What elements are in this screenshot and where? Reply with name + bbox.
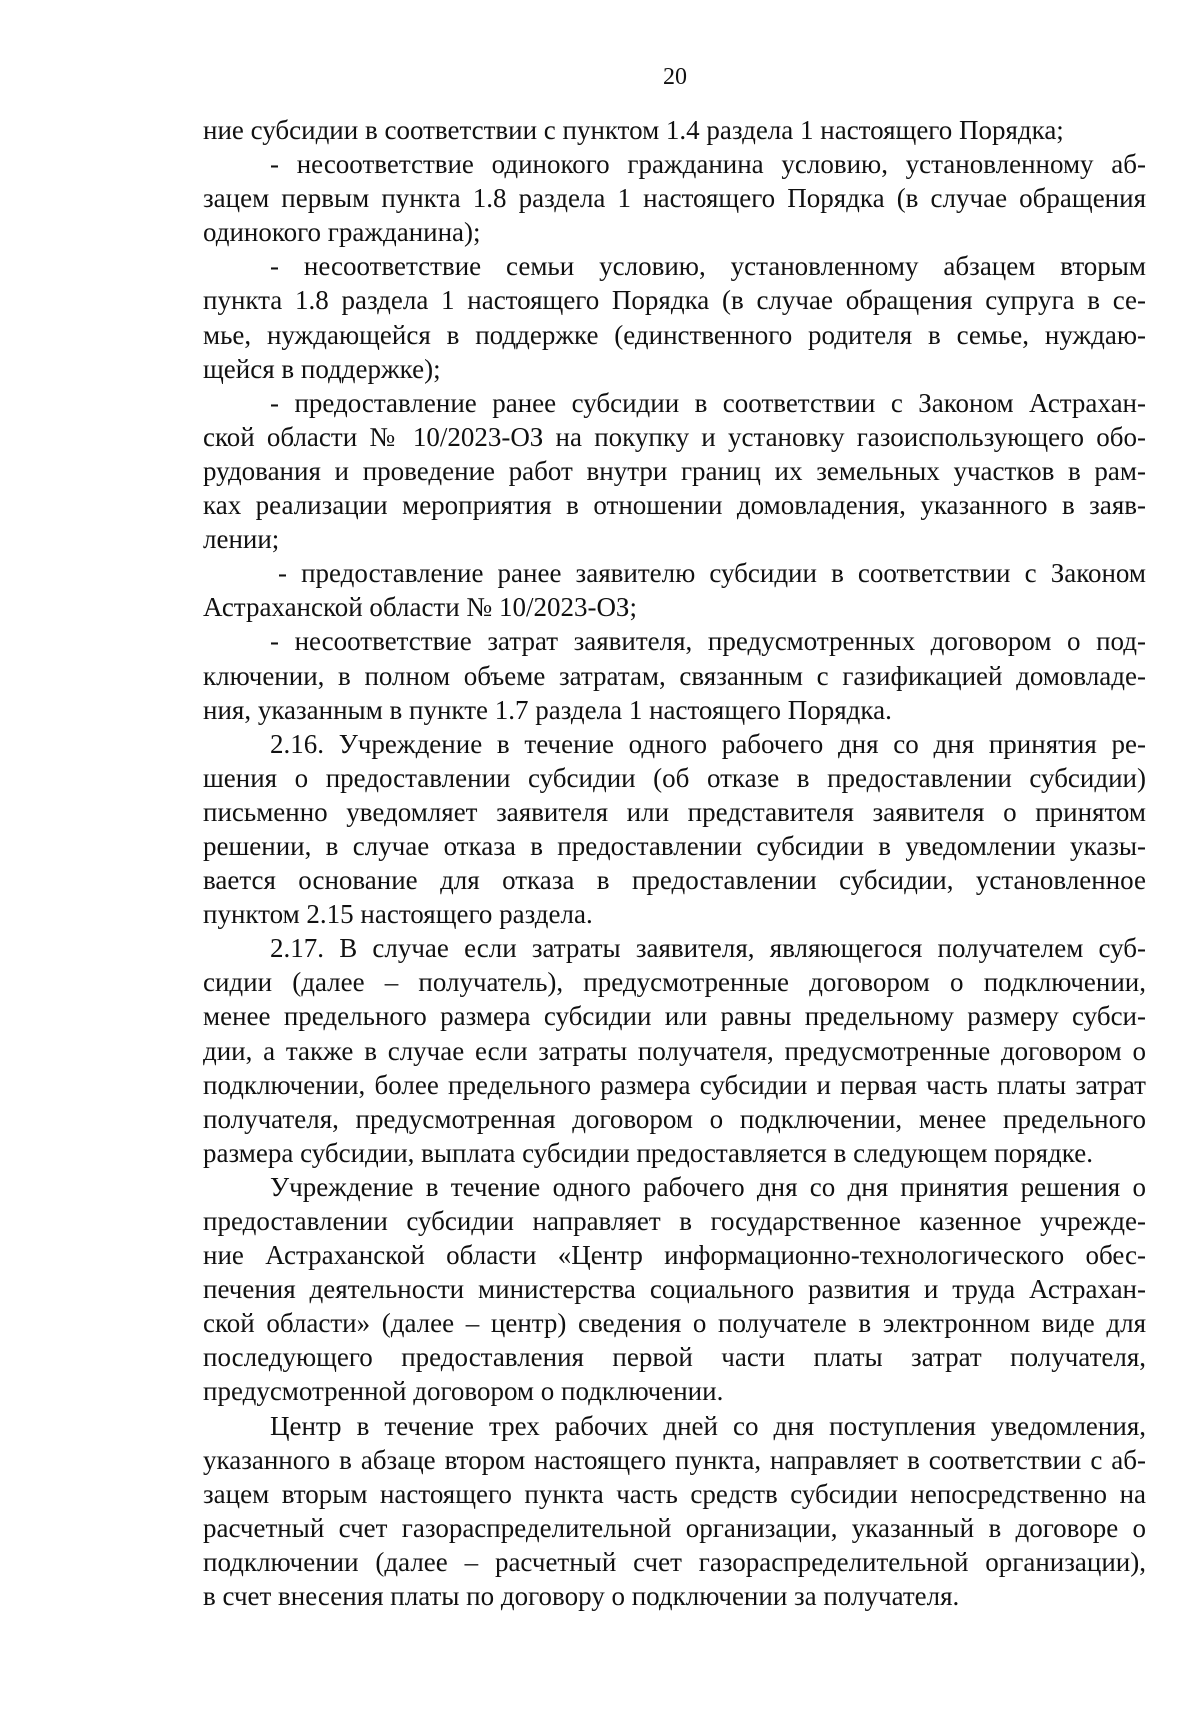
text-line: дии, а также в случае если затраты получателя, предусмотренные договором о [203, 1035, 1146, 1066]
text-line: Центр в течение трех рабочих дней со дня поступления уведомления, [270, 1410, 1146, 1441]
text-line: - несоответствие затрат заявителя, предусмотренных договором о под- [270, 626, 1146, 657]
text-line: 2.17. В случае если затраты заявителя, являющегося получателем суб- [270, 933, 1146, 964]
text-line: ключении, в полном объеме затратам, связанным с газификацией домовладе- [203, 660, 1146, 691]
text-line: пункта 1.8 раздела 1 настоящего Порядка (в случае обращения супруга в се- [203, 285, 1146, 316]
text-line: указанного в абзаце втором настоящего пункта, направляет в соответствии с аб- [203, 1444, 1146, 1475]
text-line: получателя, предусмотренная договором о подключении, менее предельного [203, 1103, 1146, 1134]
page-number: 20 [663, 64, 687, 90]
text-line: пунктом 2.15 настоящего раздела. [203, 899, 593, 930]
document-text [203, 113, 1146, 1613]
text-line: - несоответствие одинокого гражданина условию, установленному аб- [270, 149, 1146, 180]
text-line: размера субсидии, выплата субсидии предоставляется в следующем порядке. [203, 1137, 1093, 1168]
text-line: - предоставление ранее субсидии в соответствии с Законом Астрахан- [270, 387, 1146, 418]
text-line: ской области № 10/2023-ОЗ на покупку и установку газоиспользующего обо- [203, 421, 1146, 452]
text-line: предоставлении субсидии направляет в государственное казенное учрежде- [203, 1206, 1146, 1236]
text-line: последующего предоставления первой части платы затрат получателя, [203, 1342, 1146, 1373]
text-line: менее предельного размера субсидии или равны предельному размеру субси- [203, 1001, 1146, 1032]
text-line: в счет внесения платы по договору о подключении за получателя. [203, 1581, 960, 1612]
text-line: письменно уведомляет заявителя или представителя заявителя о принятом [203, 796, 1146, 827]
text-line: шения о предоставлении субсидии (об отказе в предоставлении субсидии) [203, 762, 1146, 793]
text-line: ния, указанным в пункте 1.7 раздела 1 настоящего Порядка. [203, 694, 892, 725]
text-line: рудования и проведение работ внутри границ их земельных участков в рам- [203, 455, 1146, 486]
text-line: сидии (далее – получатель), предусмотренные договором о подключении, [203, 967, 1146, 998]
text-line: Астраханской области № 10/2023-ОЗ; [203, 592, 637, 623]
text-line: ской области» (далее – центр) сведения о получателе в электронном виде для [203, 1308, 1146, 1339]
text-line: - предоставление ранее заявителю субсидии в соответствии с Законом [278, 558, 1146, 589]
text-line: 2.16. Учреждение в течение одного рабочего дня со дня принятия ре- [270, 728, 1146, 759]
text-line: ние субсидии в соответствии с пунктом 1.4 раздела 1 настоящего Порядка; [203, 115, 1064, 145]
text-line: - несоответствие семьи условию, установленному абзацем вторым [270, 251, 1146, 282]
text-line: вается основание для отказа в предоставлении субсидии, установленное [203, 865, 1146, 896]
text-line: ках реализации мероприятия в отношении домовладения, указанного в заяв- [203, 490, 1146, 521]
text-line: решении, в случае отказа в предоставлении субсидии в уведомлении указы- [203, 830, 1146, 861]
text-line: щейся в поддержке); [203, 353, 441, 384]
text-line: лении; [203, 524, 280, 555]
text-line: печения деятельности министерства социального развития и труда Астрахан- [203, 1274, 1146, 1305]
text-line: расчетный счет газораспределительной организации, указанный в договоре о [203, 1512, 1146, 1543]
text-line: подключении (далее – расчетный счет газораспределительной организации), [203, 1546, 1146, 1577]
text-line: зацем первым пункта 1.8 раздела 1 настоящего Порядка (в случае обращения [203, 183, 1146, 214]
text-line: предусмотренной договором о подключении. [203, 1376, 724, 1407]
text-line: Учреждение в течение одного рабочего дня со дня принятия решения о [270, 1171, 1146, 1202]
text-line: подключении, более предельного размера субсидии и первая часть платы затрат [203, 1069, 1146, 1100]
text-line: одинокого гражданина); [203, 217, 481, 248]
text-line: ние Астраханской области «Центр информационно-технологического обес- [203, 1240, 1146, 1271]
text-line: мье, нуждающейся в поддержке (единственного родителя в семье, нуждаю- [203, 319, 1146, 350]
text-line: зацем вторым настоящего пункта часть средств субсидии непосредственно на [203, 1478, 1146, 1509]
